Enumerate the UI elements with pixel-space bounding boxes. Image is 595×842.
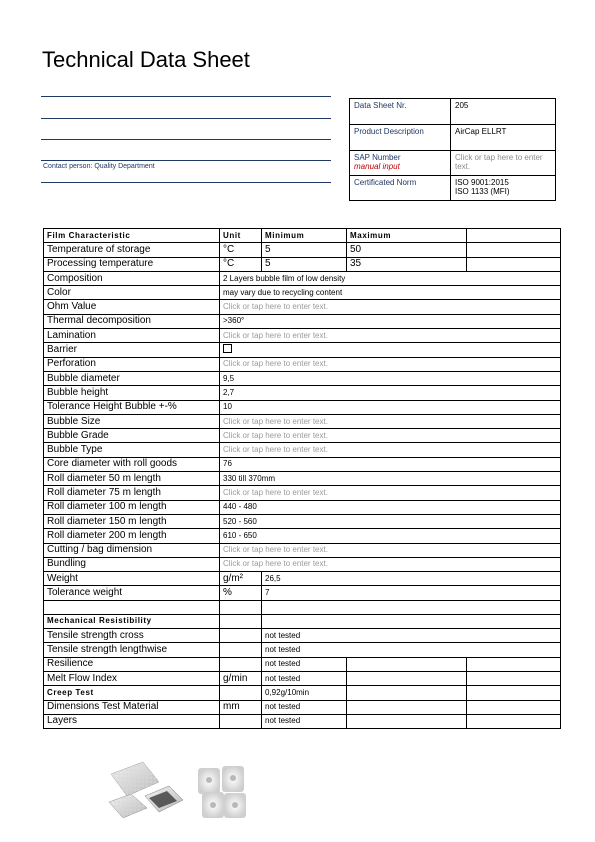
table-row — [44, 629, 561, 643]
table-row — [44, 314, 561, 328]
table-row — [44, 671, 561, 685]
table-row — [44, 486, 561, 500]
certificated-norm-label: Certificated Norm — [350, 176, 451, 201]
row-label: Resilience — [44, 657, 220, 671]
row-label: Roll diameter 200 m length — [44, 529, 220, 543]
row-value-field[interactable]: Click or tap here to enter text. — [220, 543, 561, 557]
row-value: 2,7 — [220, 386, 561, 400]
sheet-number-value: 205 — [451, 99, 556, 125]
row-label: Roll diameter 100 m length — [44, 500, 220, 514]
sap-number-label: SAP Number — [354, 153, 401, 162]
sap-number-field[interactable]: Click or tap here to enter text. — [451, 151, 556, 176]
table-row — [44, 643, 561, 657]
row-value: 26,5 — [262, 572, 561, 586]
row-label: Processing temperature — [44, 257, 220, 271]
row-label: Cutting / bag dimension — [44, 543, 220, 557]
row-unit — [220, 714, 262, 728]
row-unit — [220, 657, 262, 671]
table-row — [44, 657, 561, 671]
table-row — [44, 700, 561, 714]
row-value: 440 - 480 — [220, 500, 561, 514]
row-label: Composition — [44, 271, 220, 285]
row-label: Roll diameter 150 m length — [44, 514, 220, 528]
row-value: 10 — [220, 400, 561, 414]
table-row — [44, 300, 561, 314]
row-value: not tested — [262, 643, 561, 657]
row-label: Bubble diameter — [44, 371, 220, 385]
table-cell — [220, 600, 262, 614]
row-label: Roll diameter 50 m length — [44, 472, 220, 486]
row-unit — [220, 629, 262, 643]
header-maximum: Maximum — [347, 229, 467, 243]
product-description-value: AirCap ELLRT — [451, 125, 556, 151]
table-row — [44, 400, 561, 414]
certificated-norm-value: ISO 9001:2015 — [455, 178, 509, 187]
table-row — [44, 443, 561, 457]
sheet-number-label: Data Sheet Nr. — [350, 99, 451, 125]
certificated-norm-value: ISO 1133 (MFI) — [455, 187, 510, 196]
row-min: 5 — [262, 243, 347, 257]
row-label: Bundling — [44, 557, 220, 571]
row-label: Lamination — [44, 329, 220, 343]
row-value: 7 — [262, 586, 561, 600]
table-header-row — [44, 229, 561, 243]
table-row — [44, 357, 561, 371]
table-cell — [467, 257, 561, 271]
header-rule — [41, 139, 331, 140]
row-label: Barrier — [44, 343, 220, 357]
row-value-field[interactable]: Click or tap here to enter text. — [220, 557, 561, 571]
row-value: not tested — [262, 700, 347, 714]
table-row — [44, 472, 561, 486]
row-label: Melt Flow Index — [44, 671, 220, 685]
row-value: 2 Layers bubble film of low density — [220, 271, 561, 285]
section-header-row — [44, 614, 561, 628]
table-cell — [44, 600, 220, 614]
mechanical-resistibility-heading: Mechanical Resistibility — [44, 614, 220, 628]
table-row — [44, 414, 561, 428]
table-cell — [467, 243, 561, 257]
row-value: may vary due to recycling content — [220, 286, 561, 300]
header-characteristic: Film Characteristic — [44, 229, 220, 243]
row-label: Bubble Grade — [44, 429, 220, 443]
table-row — [44, 714, 561, 728]
table-row — [44, 543, 561, 557]
row-value: 520 - 560 — [220, 514, 561, 528]
sap-manual-input-note: manual input — [354, 162, 400, 171]
table-row — [44, 286, 561, 300]
table-row — [44, 343, 561, 357]
table-cell — [467, 657, 561, 671]
row-label: Temperature of storage — [44, 243, 220, 257]
table-row — [44, 529, 561, 543]
header-rule — [41, 160, 331, 161]
creep-test-value: 0,92g/10min — [262, 686, 347, 700]
row-value-field[interactable]: Click or tap here to enter text. — [220, 486, 561, 500]
row-label: Core diameter with roll goods — [44, 457, 220, 471]
header-rule — [41, 118, 331, 119]
row-value-field[interactable]: Click or tap here to enter text. — [220, 414, 561, 428]
row-value-field[interactable]: Click or tap here to enter text. — [220, 329, 561, 343]
row-value: not tested — [262, 657, 347, 671]
header-rule — [41, 182, 331, 183]
row-value: >360° — [220, 314, 561, 328]
table-row — [44, 514, 561, 528]
table-cell — [347, 686, 467, 700]
row-label: Tolerance weight — [44, 586, 220, 600]
header-rule — [41, 96, 331, 97]
row-value-field[interactable]: Click or tap here to enter text. — [220, 357, 561, 371]
table-row — [44, 429, 561, 443]
certificated-norm-cell — [451, 176, 556, 201]
bubble-bags-image — [105, 760, 187, 820]
section-header-row — [44, 686, 561, 700]
sap-number-cell — [350, 151, 451, 176]
table-row — [44, 572, 561, 586]
table-cell — [467, 700, 561, 714]
table-row — [44, 329, 561, 343]
row-value: not tested — [262, 629, 561, 643]
table-row — [44, 586, 561, 600]
header-minimum: Minimum — [262, 229, 347, 243]
bubble-rolls-image — [196, 766, 248, 820]
table-row — [44, 243, 561, 257]
row-label: Bubble Size — [44, 414, 220, 428]
document-title: Technical Data Sheet — [42, 47, 250, 72]
row-value: 330 till 370mm — [220, 472, 561, 486]
barrier-checkbox[interactable] — [223, 344, 232, 353]
table-cell — [467, 671, 561, 685]
table-cell — [347, 714, 467, 728]
row-label: Bubble Type — [44, 443, 220, 457]
header-unit: Unit — [220, 229, 262, 243]
row-label: Color — [44, 286, 220, 300]
row-value-field[interactable]: Click or tap here to enter text. — [220, 300, 561, 314]
row-label: Tensile strength cross — [44, 629, 220, 643]
row-max: 35 — [347, 257, 467, 271]
table-cell — [467, 714, 561, 728]
table-cell — [262, 614, 561, 628]
creep-test-heading: Creep Test — [44, 686, 220, 700]
row-unit — [220, 643, 262, 657]
row-label: Tolerance Height Bubble +-% — [44, 400, 220, 414]
row-label: Dimensions Test Material — [44, 700, 220, 714]
row-value-field[interactable]: Click or tap here to enter text. — [220, 443, 561, 457]
table-cell — [220, 614, 262, 628]
row-label: Perforation — [44, 357, 220, 371]
row-unit: g/m² — [220, 572, 262, 586]
product-description-label: Product Description — [350, 125, 451, 151]
info-box — [349, 98, 556, 201]
row-min: 5 — [262, 257, 347, 271]
row-label: Tensile strength lengthwise — [44, 643, 220, 657]
row-value: 76 — [220, 457, 561, 471]
table-row — [44, 457, 561, 471]
table-cell — [347, 700, 467, 714]
row-unit: g/min — [220, 671, 262, 685]
row-value-field[interactable]: Click or tap here to enter text. — [220, 429, 561, 443]
table-cell — [467, 686, 561, 700]
row-value: 610 - 650 — [220, 529, 561, 543]
row-label: Layers — [44, 714, 220, 728]
row-label: Weight — [44, 572, 220, 586]
table-row — [44, 271, 561, 285]
table-cell — [347, 671, 467, 685]
row-unit: % — [220, 586, 262, 600]
row-label: Ohm Value — [44, 300, 220, 314]
row-max: 50 — [347, 243, 467, 257]
specification-table — [43, 228, 561, 729]
row-label: Thermal decomposition — [44, 314, 220, 328]
table-row — [44, 257, 561, 271]
row-value: not tested — [262, 714, 347, 728]
row-value: 9,5 — [220, 371, 561, 385]
table-row — [44, 386, 561, 400]
table-row — [44, 557, 561, 571]
table-row — [44, 500, 561, 514]
table-cell — [467, 229, 561, 243]
row-unit: °C — [220, 257, 262, 271]
row-label: Bubble height — [44, 386, 220, 400]
row-label: Roll diameter 75 m length — [44, 486, 220, 500]
table-cell — [347, 657, 467, 671]
table-cell — [262, 600, 561, 614]
table-cell — [220, 686, 262, 700]
row-unit: °C — [220, 243, 262, 257]
table-row — [44, 371, 561, 385]
row-value — [220, 343, 561, 357]
row-value: not tested — [262, 671, 347, 685]
contact-person: Contact person: Quality Department — [43, 163, 155, 170]
row-unit: mm — [220, 700, 262, 714]
table-spacer-row — [44, 600, 561, 614]
